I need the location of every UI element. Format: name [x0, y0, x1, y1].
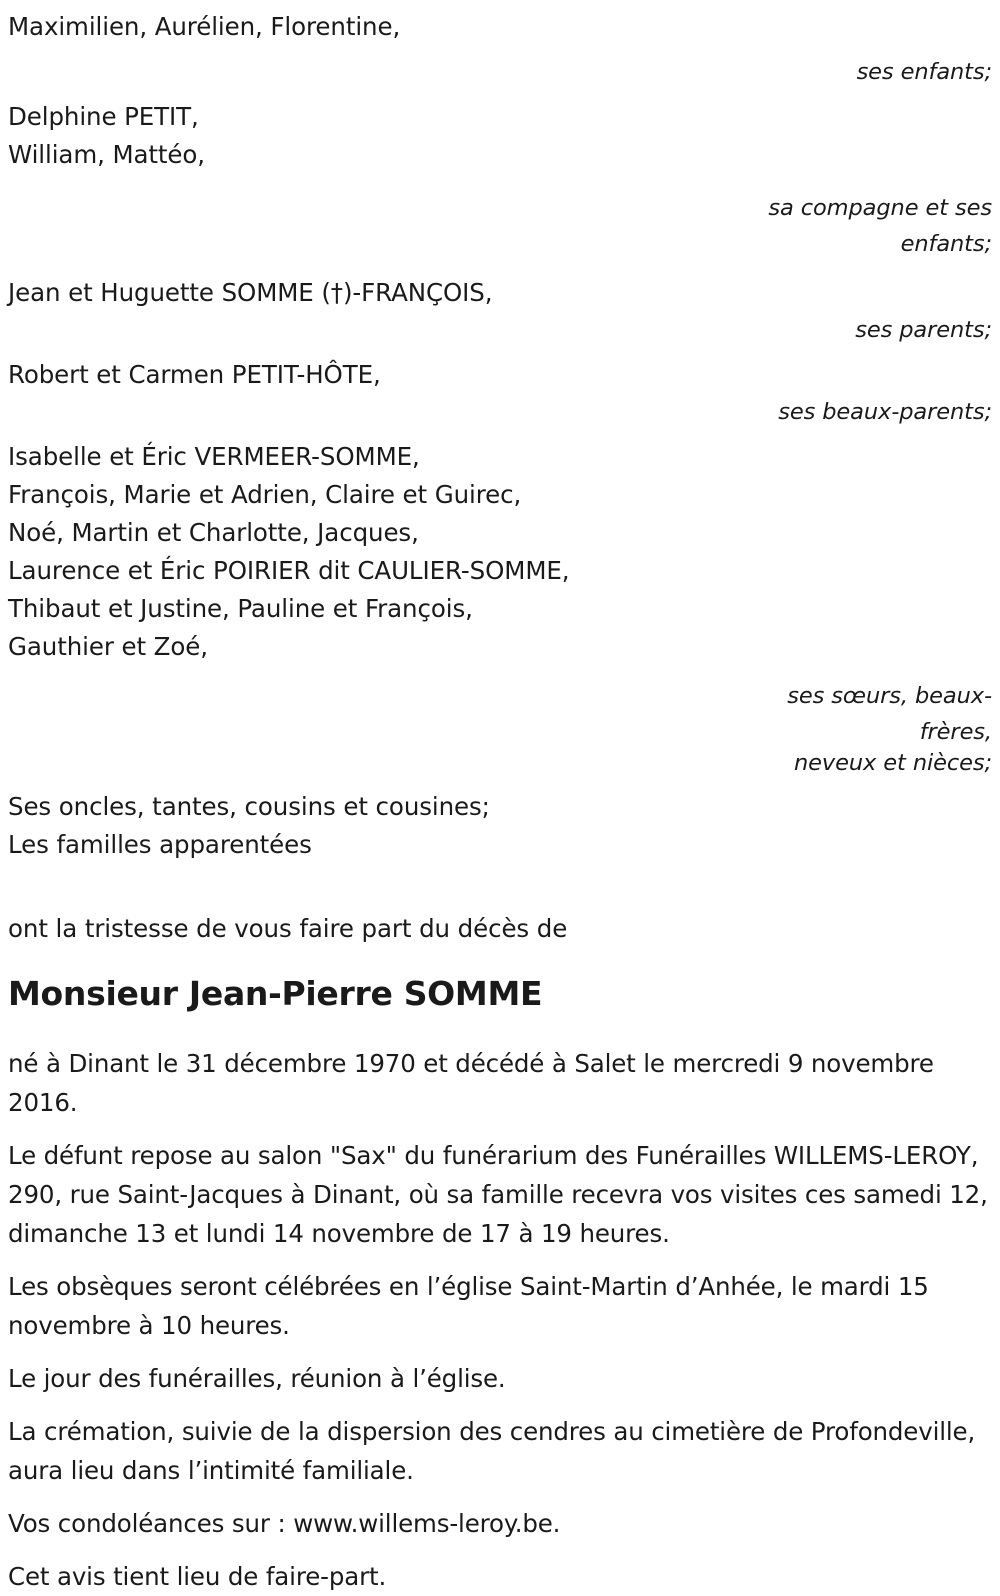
family-name-line: Laurence et Éric POIRIER dit CAULIER-SOMME, — [8, 556, 570, 585]
paragraph-birth-death: né à Dinant le 31 décembre 1970 et décédé à Salet le mercredi 9 novembre 2016. — [8, 1049, 934, 1117]
family-block-parents — [8, 274, 992, 312]
paragraph-condolences: Vos condoléances sur : www.willems-leroy.be. — [8, 1509, 561, 1538]
spacer — [8, 262, 992, 274]
spacer — [8, 776, 992, 788]
spacer — [8, 430, 992, 438]
spacer — [8, 666, 992, 678]
deceased-name: Monsieur Jean-Pierre SOMME — [8, 974, 543, 1013]
family-block-children — [8, 8, 992, 46]
relation-label-children: ses enfants; — [856, 59, 992, 85]
relation-label-parents: ses parents; — [855, 317, 992, 343]
spacer — [8, 348, 992, 356]
family-name-line: Gauthier et Zoé, — [8, 632, 208, 661]
family-name-line: Maximilien, Aurélien, Florentine, — [8, 12, 401, 41]
family-name-line: Jean et Huguette SOMME (†)-FRANÇOIS, — [8, 278, 493, 307]
relation-label-parents-in-law: ses beaux-parents; — [778, 399, 992, 425]
spacer — [8, 864, 992, 910]
paragraph-notice-disclaimer: Cet avis tient lieu de faire-part. — [8, 1562, 387, 1591]
family-name-line: Robert et Carmen PETIT-HÔTE, — [8, 360, 381, 389]
relation-label-siblings-line-3: neveux et nièces; — [794, 750, 992, 776]
relation-label-partner-line-1: sa compagne et ses — [768, 195, 992, 221]
other-family-line: Les familles apparentées — [8, 830, 312, 859]
relation-label-siblings-line-2: frères, — [919, 719, 992, 745]
relation-label-partner-line-2: enfants; — [900, 231, 992, 257]
family-name-line: Delphine PETIT, — [8, 102, 199, 131]
paragraph-gathering: Le jour des funérailles, réunion à l’église. — [8, 1364, 506, 1393]
spacer — [8, 174, 992, 190]
family-name-line: Thibaut et Justine, Pauline et François, — [8, 594, 473, 623]
family-name-line: William, Mattéo, — [8, 140, 205, 169]
relation-label-siblings-line-1: ses sœurs, beaux- — [787, 683, 992, 709]
spacer — [8, 90, 992, 98]
family-name-line: Isabelle et Éric VERMEER-SOMME, — [8, 442, 420, 471]
other-family-block — [8, 788, 992, 864]
family-name-line: Noé, Martin et Charlotte, Jacques, — [8, 518, 419, 547]
family-block-parents-in-law — [8, 356, 992, 394]
spacer — [8, 0, 992, 8]
family-block-partner — [8, 98, 992, 174]
other-family-line: Ses oncles, tantes, cousins et cousines; — [8, 792, 490, 821]
family-block-siblings — [8, 438, 992, 666]
spacer — [8, 46, 992, 54]
spacer — [8, 1016, 992, 1044]
paragraph-service: Les obsèques seront célébrées en l’église Saint-Martin d’Anhée, le mardi 15 novembre à 10 heures. — [8, 1272, 929, 1340]
lead-in-text: ont la tristesse de vous faire part du décès de — [8, 914, 568, 943]
paragraph-funeral-home: Le défunt repose au salon "Sax" du funérarium des Funérailles WILLEMS-LEROY, 290, rue Saint-Jacques à Dinant, où sa famille recevra vos visites ces samedi 12, dimanche 13 et lundi 14 novembre de 17 à 19 heures. — [8, 1141, 988, 1248]
family-name-line: François, Marie et Adrien, Claire et Guirec, — [8, 480, 522, 509]
spacer — [8, 948, 992, 972]
paragraph-cremation: La crémation, suivie de la dispersion des cendres au cimetière de Profondeville, aura lieu dans l’intimité familiale. — [8, 1417, 976, 1485]
